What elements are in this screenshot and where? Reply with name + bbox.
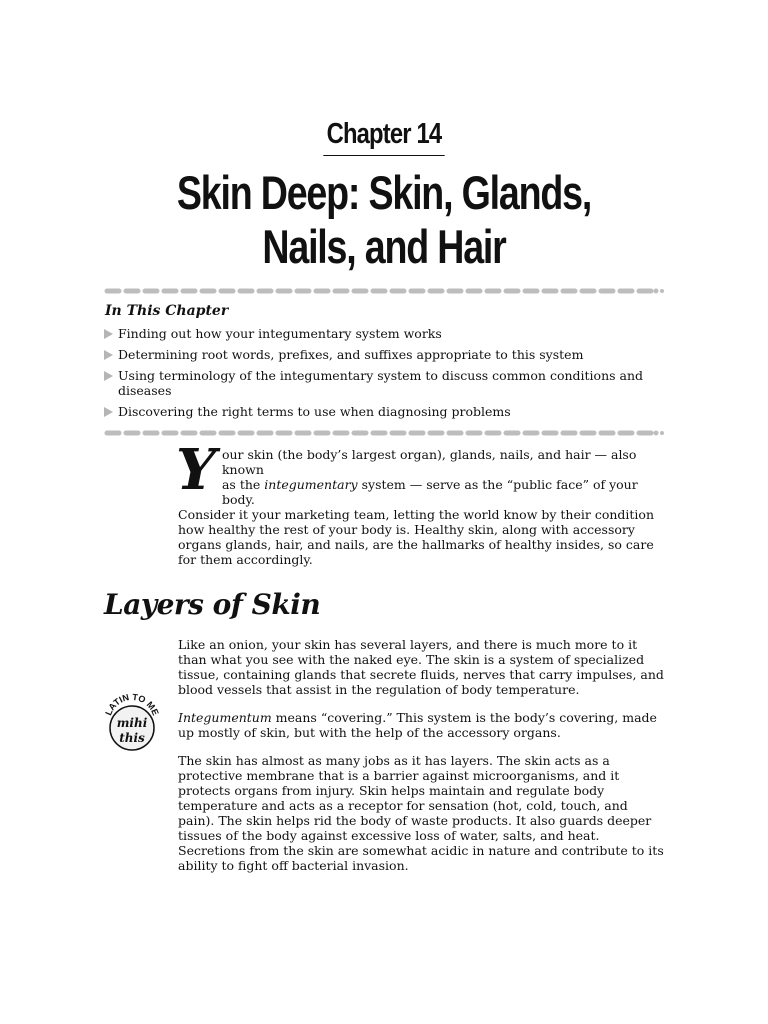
intro-paragraph	[176, 437, 666, 567]
body-paragraph-3: The skin has almost as many jobs as it has layers. The skin acts as a protective membrane that is a barrier against microorganisms, and it protects organs from injury. Skin helps maintain and regulate body temperature and acts as a receptor for sensation (hot, cold, touch, and pain). The skin helps rid the body of waste products. It also guards deeper tissues of the body against excessive loss of water, salts, and heat. Secretions from the skin are somewhat acidic in nature and contribute to its ability to fight off bacterial invasion.	[178, 753, 664, 873]
section-heading: Layers of Skin	[104, 588, 321, 621]
icon-word-1: mihi	[116, 716, 148, 730]
icon-arc-text: LATIN TO ME	[104, 692, 160, 717]
body-paragraph-1: Like an onion, your skin has several layers, and there is much more to it than what you see with the naked eye. The skin is a system of specialized tissue, containing glands that secrete fluids, nerves that carry impulses, and blood vessels that assist in the regulation of body temperature.	[178, 637, 664, 697]
latin-to-me-icon	[104, 692, 160, 754]
in-this-chapter-heading: In This Chapter	[105, 303, 229, 319]
chapter-title-line-2: Nails, and Hair	[262, 220, 506, 273]
latin-term: Integumentum	[178, 710, 272, 725]
list-item: Finding out how your integumentary system works	[104, 326, 664, 341]
section-body	[178, 637, 664, 886]
icon-word-2: this	[119, 731, 145, 745]
list-item: Discovering the right terms to use when diagnosing problems	[104, 404, 664, 419]
list-item: Using terminology of the integumentary system to discuss common conditions and diseases	[104, 368, 664, 398]
bottom-dashed-rule	[104, 430, 664, 436]
chapter-topics-list	[104, 326, 664, 425]
chapter-title-line-1: Skin Deep: Skin, Glands,	[176, 166, 592, 219]
intro-line-2-post: system — serve as the “public face” of your body.	[221, 477, 638, 507]
list-item: Determining root words, prefixes, and suffixes appropriate to this system	[104, 347, 664, 362]
triangle-bullet-icon	[104, 371, 113, 381]
top-dashed-rule	[104, 288, 664, 294]
intro-rest: Consider it your marketing team, letting the world know by their condition how healthy the rest of your body is. Healthy skin, along with accessory organs glands, hair, and nails, are the hallmarks of healthy insides, so care for them accordingly.	[178, 507, 654, 567]
body-paragraph-2: Integumentum means “covering.” This system is the body’s covering, made up mostly of skin, but with the help of the accessory organs.	[178, 710, 657, 740]
intro-emphasis: integumentary	[264, 477, 358, 492]
drop-cap: Y	[176, 437, 216, 503]
intro-line-2-pre: as the	[221, 477, 265, 492]
chapter-title	[0, 166, 768, 274]
triangle-bullet-icon	[104, 407, 113, 417]
chapter-label-text: Chapter 14	[323, 118, 444, 156]
chapter-number	[0, 118, 768, 156]
intro-line-1: our skin (the body’s largest organ), glands, nails, and hair — also known	[221, 447, 637, 477]
triangle-bullet-icon	[104, 329, 113, 339]
triangle-bullet-icon	[104, 350, 113, 360]
